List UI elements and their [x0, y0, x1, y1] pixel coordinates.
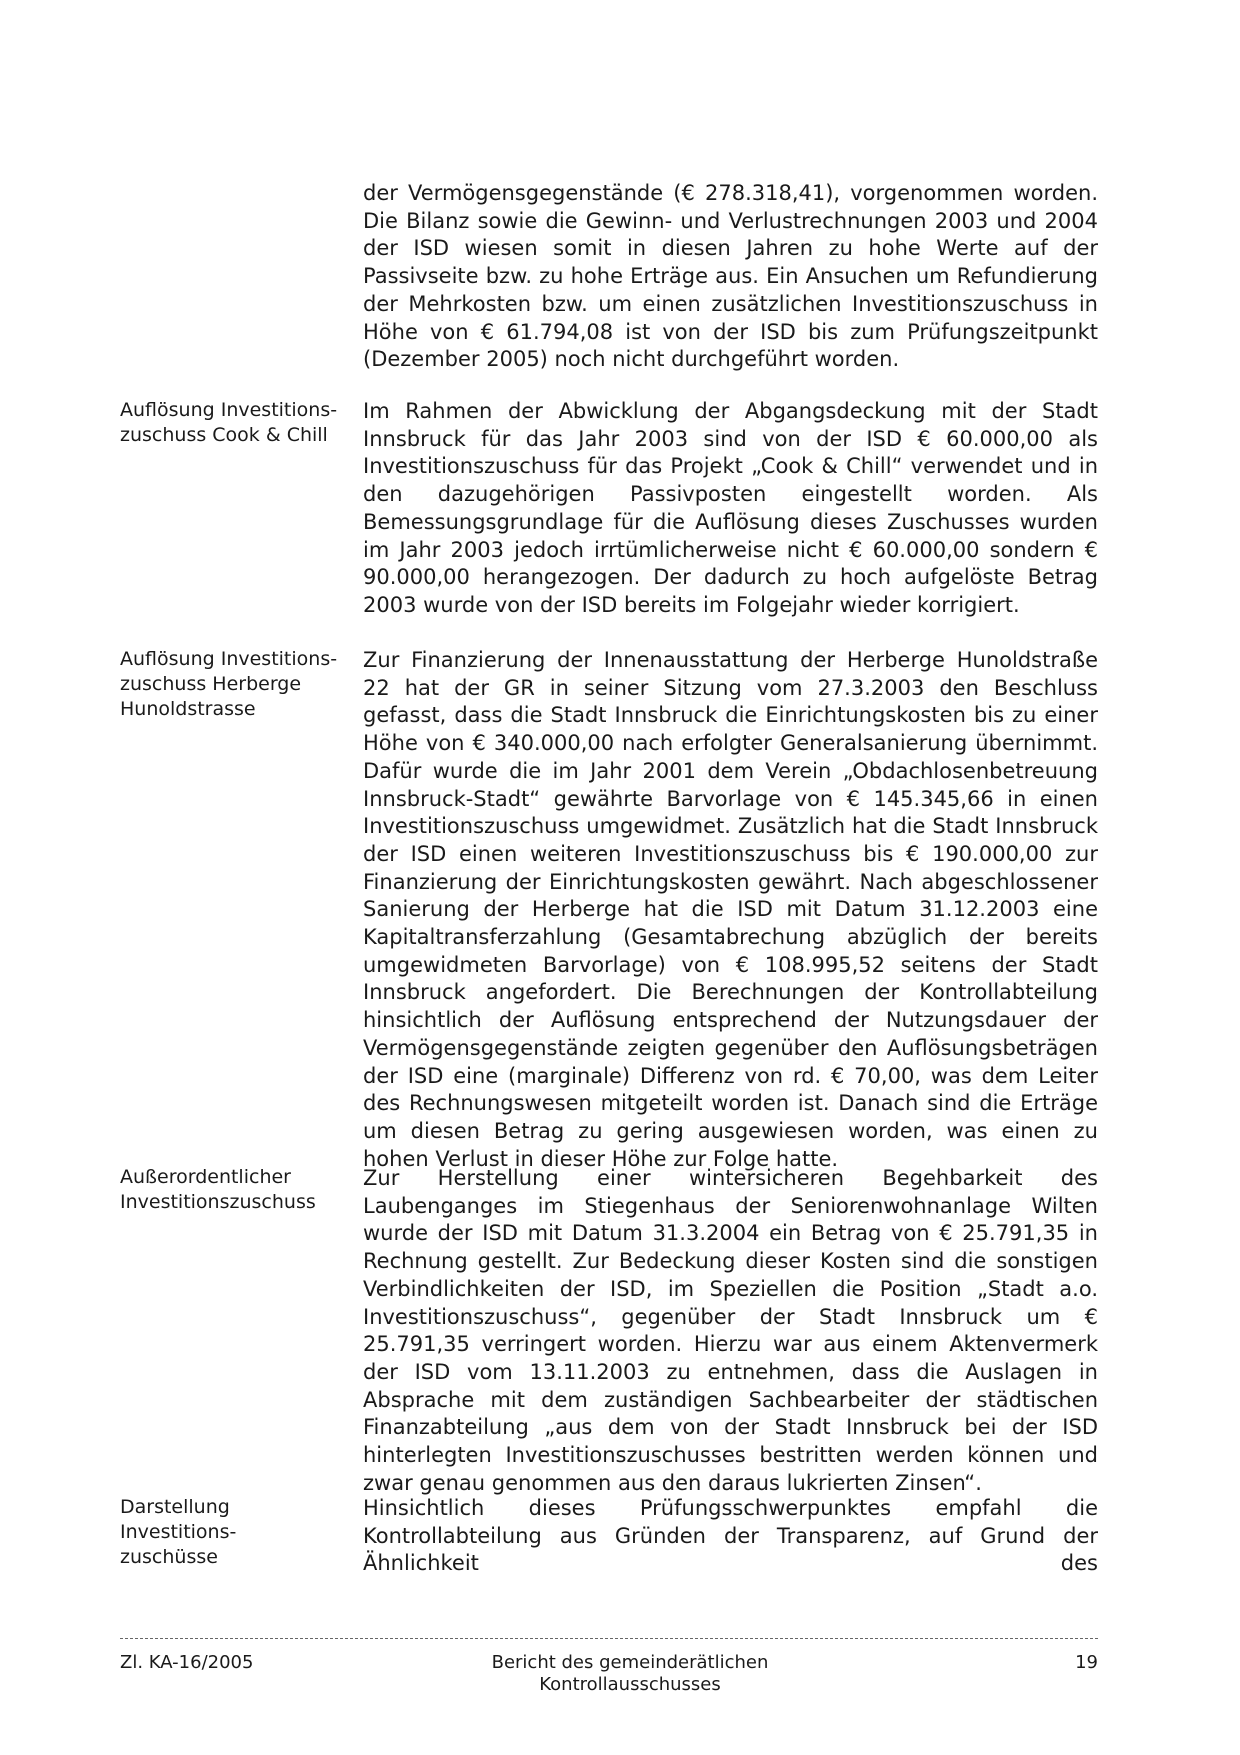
- margin-heading-line: Hunoldstrasse: [120, 698, 256, 720]
- margin-heading: [120, 398, 345, 448]
- footer-reference: Zl. KA-16/2005: [120, 1652, 254, 1673]
- footer-divider: [120, 1638, 1098, 1639]
- footer-title: Bericht des gemeinderätlichen Kontrollausschusses: [491, 1652, 769, 1695]
- margin-heading: [120, 1495, 345, 1570]
- margin-heading-line: Investitionszuschuss: [120, 1191, 316, 1213]
- margin-heading-line: zuschuss Herberge: [120, 673, 302, 695]
- body-paragraph: Zur Finanzierung der Innenausstattung der Herberge Hunoldstraße 22 hat der GR in seiner Sitzung vom 27.3.2003 den Beschluss gefasst, dass die Stadt Innsbruck die Einrichtungskosten bis zu einer Höhe von € 340.000,00 nach erfolgter Generalsanierung übernimmt. Dafür wurde die im Jahr 2001 dem Verein „Obdachlosenbetreuung Innsbruck-Stadt“ gewährte Barvorlage von € 145.345,66 in einen Investitionszuschuss umgewidmet. Zusätzlich hat die Stadt Innsbruck der ISD einen weiteren Investitionszuschuss bis € 190.000,00 zur Finanzierung der Einrichtungskosten gewährt. Nach abgeschlossener Sanierung der Herberge hat die ISD mit Datum 31.12.2003 eine Kapitaltransferzahlung (Gesamtabrechung abzüglich der bereits umgewidmeten Barvorlage) von € 108.995,52 seitens der Stadt Innsbruck angefordert. Die Berechnungen der Kontrollabteilung hinsichtlich der Auflösung entsprechend der Nutzungsdauer der Vermögensgegenstände zeigten gegenüber den Auflösungsbeträgen der ISD eine (marginale) Differenz von rd. € 70,00, was dem Leiter des Rechnungswesen mitgeteilt worden ist. Danach sind die Erträge um diesen Betrag zu gering ausgewiesen worden, was einen zu hohen Verlust in dieser Höhe zur Folge hatte.: [363, 648, 1098, 1171]
- margin-heading-line: Auflösung Investitions-: [120, 399, 338, 421]
- page-number: 19: [1075, 1652, 1098, 1673]
- body-paragraph: Im Rahmen der Abwicklung der Abgangsdeckung mit der Stadt Innsbruck für das Jahr 2003 sind von der ISD € 60.000,00 als Investitionszuschuss für das Projekt „Cook & Chill“ verwendet und in den dazugehörigen Passivposten eingestellt worden. Als Bemessungsgrundlage für die Auflösung dieses Zuschusses wurden im Jahr 2003 jedoch irrtümlicherweise nicht € 60.000,00 sondern € 90.000,00 herangezogen. Der dadurch zu hoch aufgelöste Betrag 2003 wurde von der ISD bereits im Folgejahr wieder korrigiert.: [363, 399, 1098, 617]
- body-paragraph: der Vermögensgegenstände (€ 278.318,41), vorgenommen worden. Die Bilanz sowie die Gewinn- und Verlustrechnungen 2003 und 2004 der ISD wiesen somit in diesen Jahren zu hohe Werte auf der Passivseite bzw. zu hohe Erträge aus. Ein Ansuchen um Refundierung der Mehrkosten bzw. um einen zusätzlichen Investitionszuschuss in Höhe von € 61.794,08 ist von der ISD bis zum Prüfungszeitpunkt (Dezember 2005) noch nicht durchgeführt worden.: [363, 181, 1098, 372]
- margin-heading-line: Außerordentlicher: [120, 1166, 291, 1188]
- margin-heading-line: zuschuss Cook & Chill: [120, 424, 328, 446]
- margin-heading-line: zuschüsse: [120, 1546, 218, 1568]
- body-paragraph: Zur Herstellung einer wintersicheren Begehbarkeit des Laubenganges im Stiegenhaus der Seniorenwohnanlage Wilten wurde der ISD mit Datum 31.3.2004 ein Betrag von € 25.791,35 in Rechnung gestellt. Zur Bedeckung dieser Kosten sind die sonstigen Verbindlichkeiten der ISD, im Speziellen die Position „Stadt a.o. Investitionszuschuss“, gegenüber der Stadt Innsbruck um € 25.791,35 verringert worden. Hierzu war aus einem Aktenvermerk der ISD vom 13.11.2003 zu entnehmen, dass die Auslagen in Absprache mit dem zuständigen Sachbearbeiter der städtischen Finanzabteilung „aus dem von der Stadt Innsbruck bei der ISD hinterlegten Investitionszuschusses bestritten werden können und zwar genau genommen aus den daraus lukrierten Zinsen“.: [363, 1166, 1098, 1495]
- margin-heading: [120, 1165, 345, 1215]
- margin-heading-line: Auflösung Investitions-: [120, 648, 338, 670]
- body-paragraph: Hinsichtlich dieses Prüfungsschwerpunktes empfahl die Kontrollabteilung aus Gründen der Transparenz, auf Grund der Ähnlichkeit des: [363, 1496, 1098, 1576]
- margin-heading: [120, 647, 345, 722]
- margin-heading-line: Darstellung Investitions-: [120, 1496, 237, 1543]
